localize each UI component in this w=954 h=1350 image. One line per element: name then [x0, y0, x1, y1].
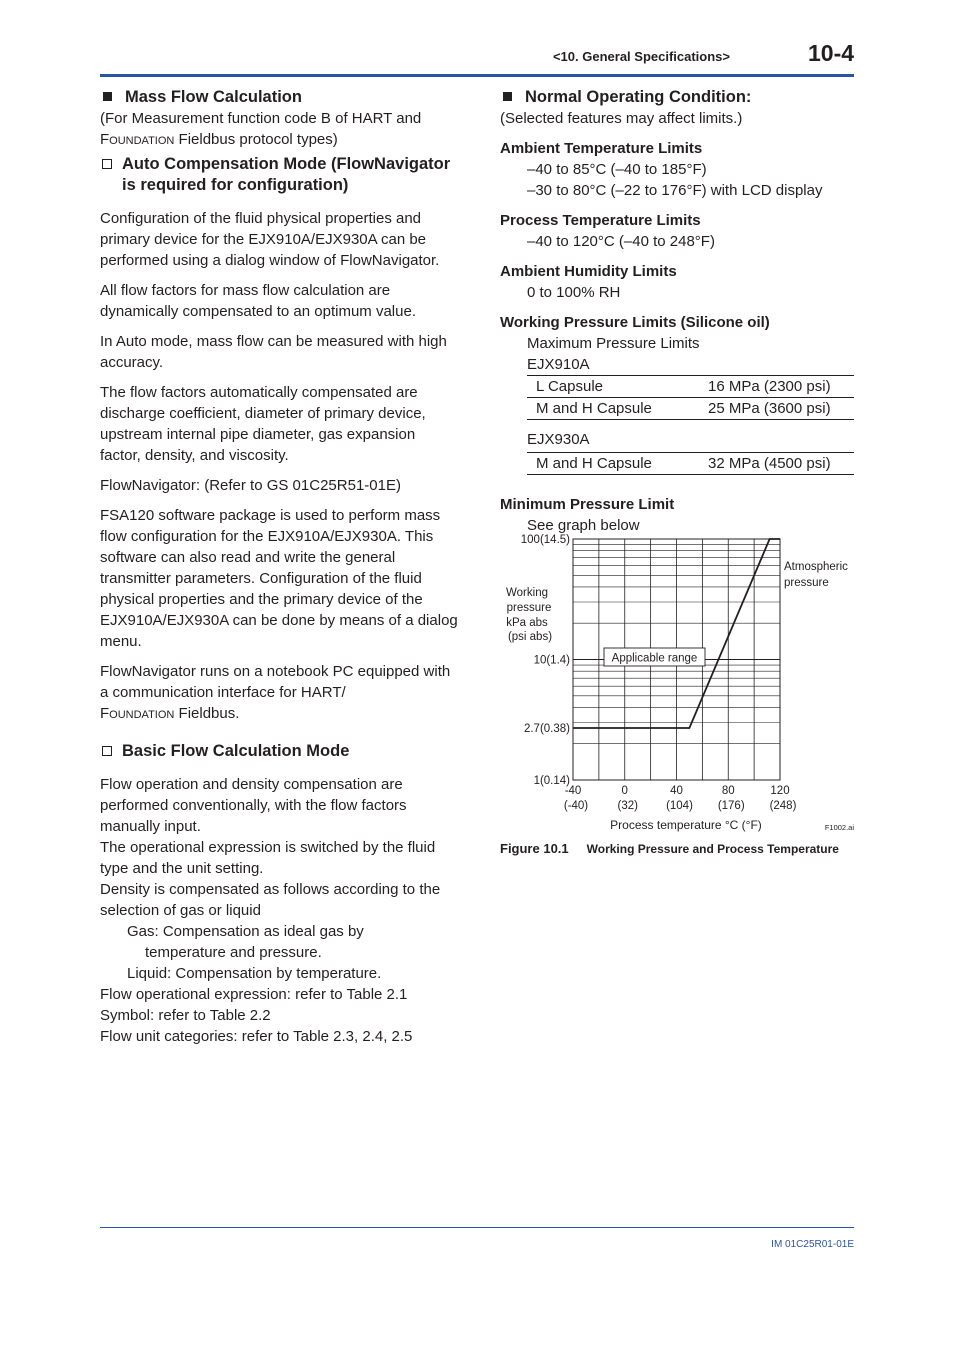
model-ejx930a: EJX930A — [527, 431, 590, 448]
paragraph: FlowNavigator: (Refer to GS 01C25R51-01E) — [100, 477, 401, 494]
y-tick-label: 2.7(0.38) — [523, 723, 570, 736]
y-tick-label: 10(1.4) — [533, 654, 570, 667]
mass-flow-note: (For Measurement function code B of HART and Foundation Fieldbus protocol types) — [100, 110, 422, 148]
min-pressure-label: Minimum Pressure Limit — [500, 496, 675, 513]
header-rule — [100, 74, 854, 77]
x-tick-labels — [564, 785, 797, 812]
reference-line: Flow unit categories: refer to Table 2.3, 2.4, 2.5 — [100, 1028, 413, 1045]
x-tick-label: 0 — [621, 785, 628, 797]
basic-flow-heading: Basic Flow Calculation Mode — [100, 741, 460, 762]
paragraph: In Auto mode, mass flow can be measured with high accuracy. — [100, 333, 447, 371]
table-row — [527, 376, 854, 398]
x-tick-sublabel: (104) — [666, 800, 693, 812]
liquid-line: Liquid: Compensation by temperature. — [127, 965, 382, 982]
paragraph: The operational expression is switched by the fluid type and the unit setting. — [100, 839, 436, 877]
figure-caption — [500, 841, 839, 856]
mass-flow-heading: Mass Flow Calculation — [100, 87, 460, 108]
ambient-temp-value: –30 to 80°C (–22 to 176°F) with LCD display — [527, 182, 823, 199]
checkbox-outline-icon — [102, 746, 112, 756]
pressure-table-ejx910a — [527, 375, 854, 420]
gas-line-cont: temperature and pressure. — [145, 944, 322, 961]
ambient-temp-value: –40 to 85°C (–40 to 185°F) — [527, 161, 707, 178]
file-id: F1002.ai — [824, 823, 854, 832]
x-tick-label: 120 — [770, 785, 790, 797]
table-row — [527, 398, 854, 420]
process-temp-label: Process Temperature Limits — [500, 212, 701, 229]
capsule-cell: M and H Capsule — [527, 398, 699, 420]
pressure-table-ejx930a — [527, 452, 854, 475]
atmospheric-label: Atmospheric — [784, 561, 848, 573]
paragraph: Flow operation and density compensation are performed conventionally, with the flow factors manually input. — [100, 776, 407, 835]
y-axis-label-line: (psi abs) — [507, 631, 553, 643]
left-column — [100, 87, 460, 1047]
x-tick-sublabel: (248) — [769, 800, 797, 812]
right-column — [500, 87, 856, 536]
x-tick-sublabel: (32) — [617, 800, 638, 812]
max-pressure-label: Maximum Pressure Limits — [527, 335, 700, 352]
pressure-cell: 25 MPa (3600 psi) — [699, 398, 854, 420]
paragraph: FlowNavigator runs on a notebook PC equipped with a communication interface for HART/ Foundation Fieldbus. — [100, 663, 451, 722]
y-axis-label — [506, 587, 552, 643]
footer-rule — [100, 1227, 854, 1228]
paragraph: Density is compensated as follows according to the selection of gas or liquid — [100, 881, 441, 919]
ambient-temp-label: Ambient Temperature Limits — [500, 140, 703, 157]
x-axis-label: Process temperature °C (°F) — [610, 818, 762, 832]
noc-note: (Selected features may affect limits.) — [500, 110, 743, 127]
process-temp-value: –40 to 120°C (–40 to 248°F) — [527, 233, 715, 250]
model-ejx910a: EJX910A — [527, 356, 590, 373]
x-tick-sublabel: (176) — [717, 800, 745, 812]
atmospheric-label: pressure — [784, 577, 829, 589]
capsule-cell: L Capsule — [527, 376, 699, 398]
y-tick-label: 1(0.14) — [533, 775, 570, 787]
paragraph: Configuration of the fluid physical properties and primary device for the EJX910A/EJX930A can be performed using a dialog window of FlowNavigator. — [100, 210, 440, 269]
x-tick-label: 80 — [721, 785, 735, 797]
figure-number: Figure 10.1 — [500, 841, 569, 856]
humidity-value: 0 to 100% RH — [527, 284, 621, 301]
auto-compensation-heading: Auto Compensation Mode (FlowNavigator is required for configuration) — [100, 154, 460, 196]
table-row — [527, 453, 854, 475]
paragraph: The flow factors automatically compensated are discharge coefficient, diameter of primary device, upstream internal pipe diameter, gas expansion factor, density, and viscosity. — [100, 384, 426, 464]
y-axis-label-line: pressure — [506, 602, 552, 614]
figure-title: Working Pressure and Process Temperature — [586, 842, 839, 856]
min-pressure-note: See graph below — [527, 517, 640, 534]
capsule-cell: M and H Capsule — [527, 453, 699, 475]
applicable-range-label: Applicable range — [611, 652, 698, 665]
gas-line: Gas: Compensation as ideal gas by — [127, 923, 364, 940]
document-id: IM 01C25R01-01E — [771, 1239, 854, 1250]
pressure-cell: 16 MPa (2300 psi) — [699, 376, 854, 398]
x-tick-label: 40 — [670, 785, 683, 797]
pressure-cell: 32 MPa (4500 psi) — [699, 453, 854, 475]
paragraph: All flow factors for mass flow calculation are dynamically compensated to an optimum value. — [100, 282, 416, 320]
x-tick-label: -40 — [564, 785, 582, 797]
working-pressure-label: Working Pressure Limits (Silicone oil) — [500, 314, 770, 331]
page-number: 10-4 — [808, 40, 855, 66]
pressure-temperature-chart — [500, 532, 860, 837]
y-axis-label-line: Working — [506, 587, 548, 599]
humidity-label: Ambient Humidity Limits — [500, 263, 677, 280]
bullet-square-icon — [103, 92, 112, 101]
section-header: <10. General Specifications> — [552, 49, 730, 64]
reference-line: Symbol: refer to Table 2.2 — [100, 1007, 271, 1024]
reference-line: Flow operational expression: refer to Table 2.1 — [100, 986, 408, 1003]
x-tick-sublabel: (-40) — [563, 800, 589, 812]
bullet-square-icon — [503, 92, 512, 101]
paragraph: FSA120 software package is used to perform mass flow configuration for the EJX910A/EJX930A. This software can also read and write the general transmitter parameters. Configuration of the fluid physical properties and the primary device of the EJX910A/EJX930A can be done by means of a dialog menu. — [100, 507, 458, 650]
normal-operating-heading: Normal Operating Condition: — [500, 87, 856, 108]
y-tick-label: 100(14.5) — [520, 534, 570, 546]
y-tick-labels — [521, 534, 570, 787]
y-axis-label-line: kPa abs — [506, 617, 548, 629]
checkbox-outline-icon — [102, 159, 112, 169]
